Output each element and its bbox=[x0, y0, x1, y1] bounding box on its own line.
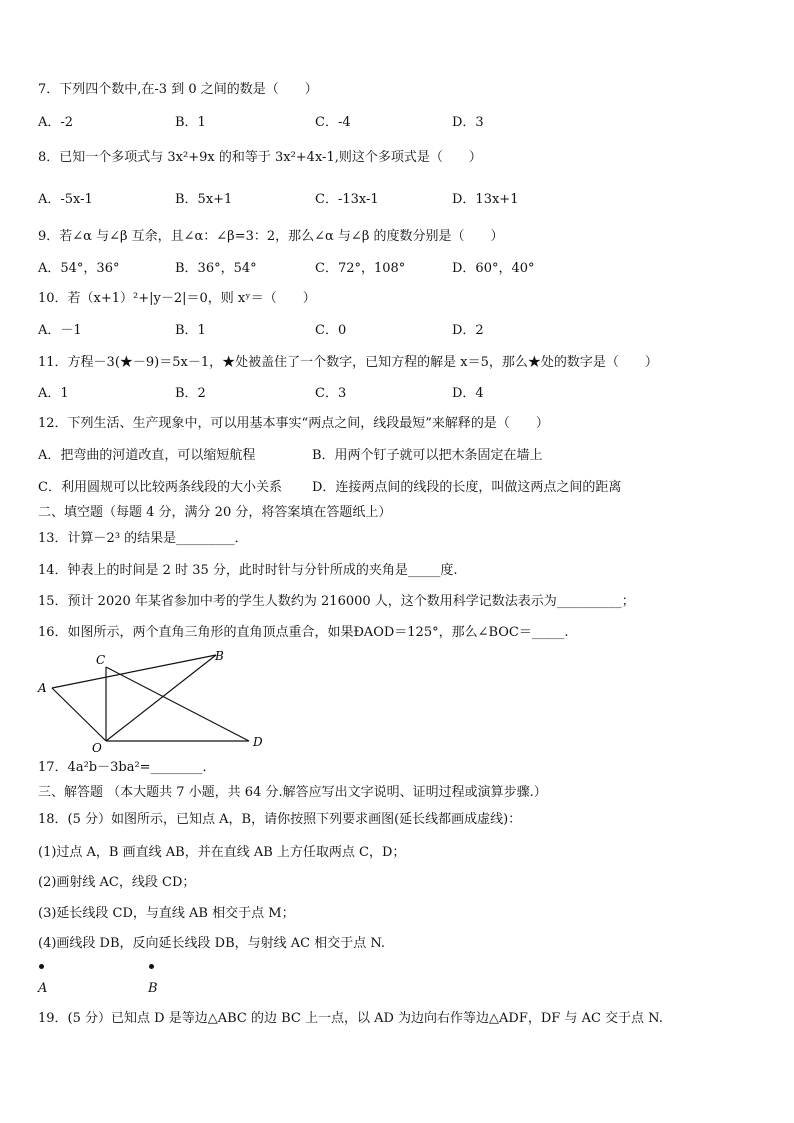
q9-option-a: A．54°，36° bbox=[38, 261, 120, 276]
q9-option-d: D．60°，40° bbox=[452, 261, 535, 276]
q11-option-b: B．2 bbox=[175, 386, 206, 401]
q8-option-c: C．-13x-1 bbox=[315, 192, 379, 207]
q13-stem: 13．计算－2³ 的结果是_________． bbox=[38, 531, 248, 546]
segment-ob bbox=[106, 655, 216, 741]
q7-option-a: A．-2 bbox=[38, 115, 74, 130]
q7-option-d: D．3 bbox=[452, 115, 484, 130]
q7-stem: 7．下列四个数中,在-3 到 0 之间的数是（ ） bbox=[38, 82, 318, 97]
label-b: B bbox=[215, 649, 224, 663]
q7-option-c: C．-4 bbox=[315, 115, 351, 130]
q11-stem: 11．方程－3(★－9)＝5x－1，★处被盖住了一个数字，已知方程的解是 x＝5，那么★处的数字是（ ） bbox=[38, 355, 658, 370]
q11-option-c: C．3 bbox=[315, 386, 347, 401]
q8-option-b: B．5x+1 bbox=[175, 192, 233, 207]
q17-stem: 17．4a²b－3ba²=________． bbox=[38, 760, 216, 775]
q11-option-d: D．4 bbox=[452, 386, 484, 401]
q18-item-2: (2)画射线 AC，线段 CD； bbox=[38, 875, 196, 890]
q18-item-3: (3)延长线段 CD，与直线 AB 相交于点 M； bbox=[38, 906, 295, 921]
segment-ao bbox=[52, 688, 106, 741]
q8-stem: 8．已知一个多项式与 3x²+9x 的和等于 3x²+4x-1,则这个多项式是（ ） bbox=[38, 150, 482, 165]
q16-figure bbox=[34, 646, 274, 754]
q12-stem: 12．下列生活、生产现象中，可以用基本事实“两点之间，线段最短”来解释的是（ ） bbox=[38, 416, 549, 431]
q9-option-b: B．36°，54° bbox=[175, 261, 257, 276]
label-a: A bbox=[38, 681, 47, 695]
q12-option-c: C．利用圆规可以比较两条线段的大小关系 bbox=[38, 480, 282, 495]
q19-stem: 19．(5 分）已知点 D 是等边△ABC 的边 BC 上一点，以 AD 为边向右作等边△ADF，DF 与 AC 交于点 N. bbox=[38, 1011, 663, 1026]
q12-option-a: A．把弯曲的河道改直，可以缩短航程 bbox=[38, 448, 256, 463]
q18-point-a bbox=[39, 964, 44, 969]
q15-stem: 15．预计 2020 年某省参加中考的学生人数约为 216000 人，这个数用科学记数法表示为__________； bbox=[38, 594, 635, 609]
q18-label-b: B bbox=[148, 981, 158, 996]
section2-heading: 二、填空题（每题 4 分，满分 20 分，将答案填在答题纸上） bbox=[38, 505, 392, 520]
q8-option-a: A．-5x-1 bbox=[38, 192, 93, 207]
q18-item-4: (4)画线段 DB，反向延长线段 DB，与射线 AC 相交于点 N. bbox=[38, 936, 386, 951]
q18-label-a: A bbox=[38, 981, 48, 996]
segment-cd bbox=[106, 667, 249, 741]
section3-heading: 三、解答题 （本大题共 7 小题，共 64 分.解答应写出文字说明、证明过程或演算步骤.） bbox=[38, 785, 547, 800]
label-c: C bbox=[96, 653, 106, 667]
q7-option-b: B．1 bbox=[175, 115, 206, 130]
label-d: D bbox=[253, 735, 263, 749]
q18-item-1: (1)过点 A，B 画直线 AB，并在直线 AB 上方任取两点 C，D； bbox=[38, 845, 406, 860]
q10-stem: 10．若（x+1）²+|y－2|＝0，则 xʸ＝（ ） bbox=[38, 291, 316, 306]
q10-option-d: D．2 bbox=[452, 323, 484, 338]
q9-stem: 9．若∠α 与∠β 互余，且∠α：∠β=3：2，那么∠α 与∠β 的度数分别是（ ） bbox=[38, 229, 504, 244]
q10-option-b: B．1 bbox=[175, 323, 206, 338]
q16-stem: 16．如图所示，两个直角三角形的直角顶点重合，如果ÐAOD＝125°，那么∠BOC＝_____. bbox=[38, 625, 569, 640]
q10-option-c: C．0 bbox=[315, 323, 347, 338]
q11-option-a: A．1 bbox=[38, 386, 69, 401]
segment-ab bbox=[52, 655, 216, 688]
q10-option-a: A．－1 bbox=[38, 323, 82, 338]
q12-option-b: B．用两个钉子就可以把木条固定在墙上 bbox=[312, 448, 543, 463]
q14-stem: 14．钟表上的时间是 2 时 35 分，此时时针与分针所成的夹角是_____度. bbox=[38, 563, 458, 578]
q8-option-d: D．13x+1 bbox=[452, 192, 519, 207]
label-o: O bbox=[92, 741, 102, 754]
q12-option-d: D．连接两点间的线段的长度，叫做这两点之间的距离 bbox=[312, 480, 622, 495]
q18-stem: 18．(5 分）如图所示，已知点 A，B，请你按照下列要求画图(延长线都画成虚线)： bbox=[38, 812, 522, 827]
q18-point-b bbox=[149, 964, 154, 969]
q9-option-c: C．72°，108° bbox=[315, 261, 406, 276]
